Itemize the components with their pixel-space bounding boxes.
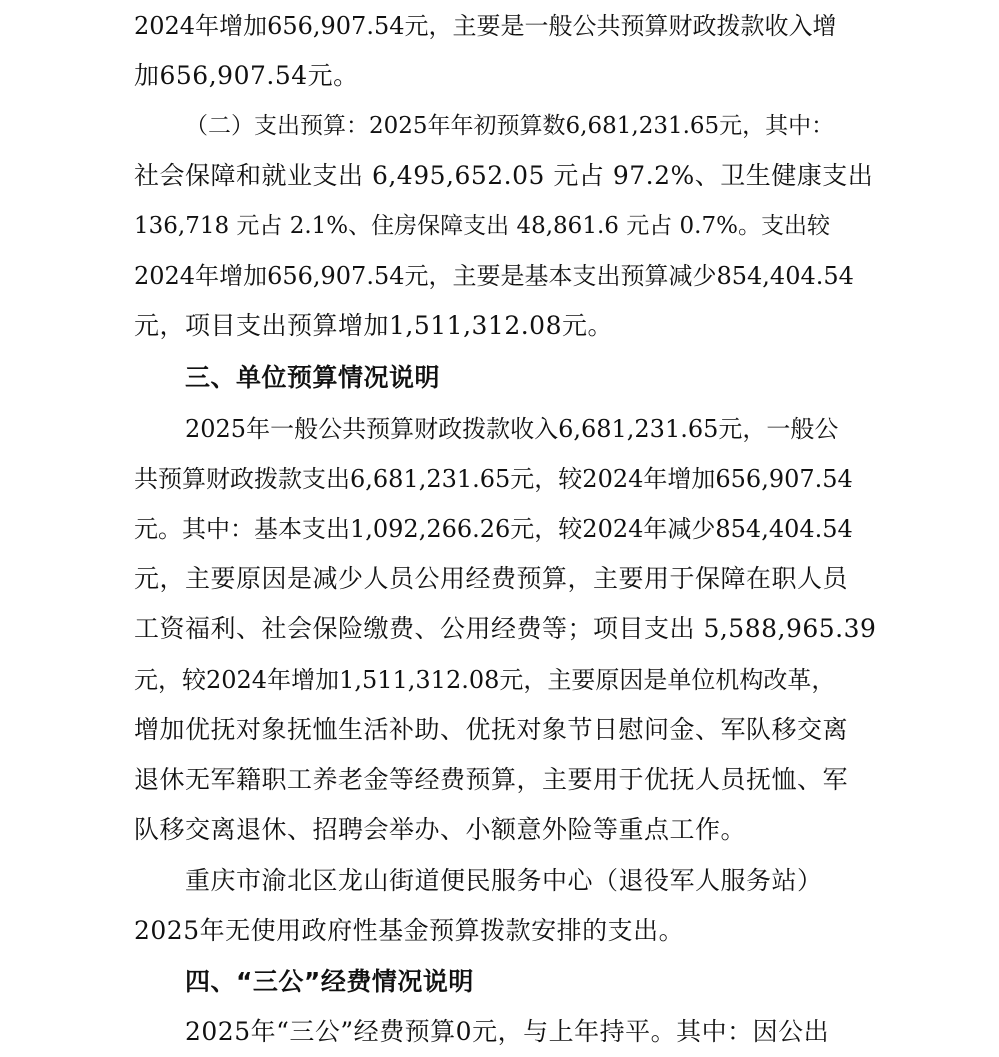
paragraph-line: 2024年增加656,907.54元，主要是一般公共预算财政拨款收入增 <box>134 12 837 40</box>
section-heading: 四、“三公”经费情况说明 <box>185 967 474 996</box>
paragraph-line: 共预算财政拨款支出6,681,231.65元，较2024年增加656,907.54 <box>134 465 853 493</box>
paragraph-line: 2024年增加656,907.54元，主要是基本支出预算减少854,404.54 <box>134 262 854 290</box>
paragraph-line: 加656,907.54元。 <box>134 61 359 90</box>
paragraph-line: 元，项目支出预算增加1,511,312.08元。 <box>134 311 613 340</box>
paragraph-line: 2025年无使用政府性基金预算拨款安排的支出。 <box>134 916 685 945</box>
paragraph-line: 退休无军籍职工养老金等经费预算，主要用于优抚人员抚恤、军 <box>134 765 849 794</box>
paragraph-line: 2025年一般公共预算财政拨款收入6,681,231.65元，一般公 <box>185 415 839 443</box>
paragraph-line: 元。其中：基本支出1,092,266.26元，较2024年减少854,404.54 <box>134 515 853 543</box>
paragraph-line: （二）支出预算：2025年年初预算数6,681,231.65元，其中： <box>185 113 835 139</box>
paragraph-line: 社会保障和就业支出 6,495,652.05 元占 97.2%、卫生健康支出 <box>134 161 874 190</box>
paragraph-line: 136,718 元占 2.1%、住房保障支出 48,861.6 元占 0.7%。支出较 <box>134 213 830 239</box>
paragraph-line: 2025年“三公”经费预算0元，与上年持平。其中：因公出 <box>185 1017 830 1046</box>
paragraph-line: 元，主要原因是减少人员公用经费预算，主要用于保障在职人员 <box>134 564 849 593</box>
section-heading: 三、单位预算情况说明 <box>185 363 441 392</box>
paragraph-line: 元，较2024年增加1,511,312.08元，主要原因是单位机构改革， <box>134 666 836 694</box>
paragraph-line: 重庆市渝北区龙山街道便民服务中心（退役军人服务站） <box>185 866 823 895</box>
paragraph-line: 增加优抚对象抚恤生活补助、优抚对象节日慰问金、军队移交离 <box>134 715 849 744</box>
paragraph-line: 工资福利、社会保险缴费、公用经费等；项目支出 5,588,965.39 <box>134 614 877 643</box>
paragraph-line: 队移交离退休、招聘会举办、小额意外险等重点工作。 <box>134 815 747 844</box>
